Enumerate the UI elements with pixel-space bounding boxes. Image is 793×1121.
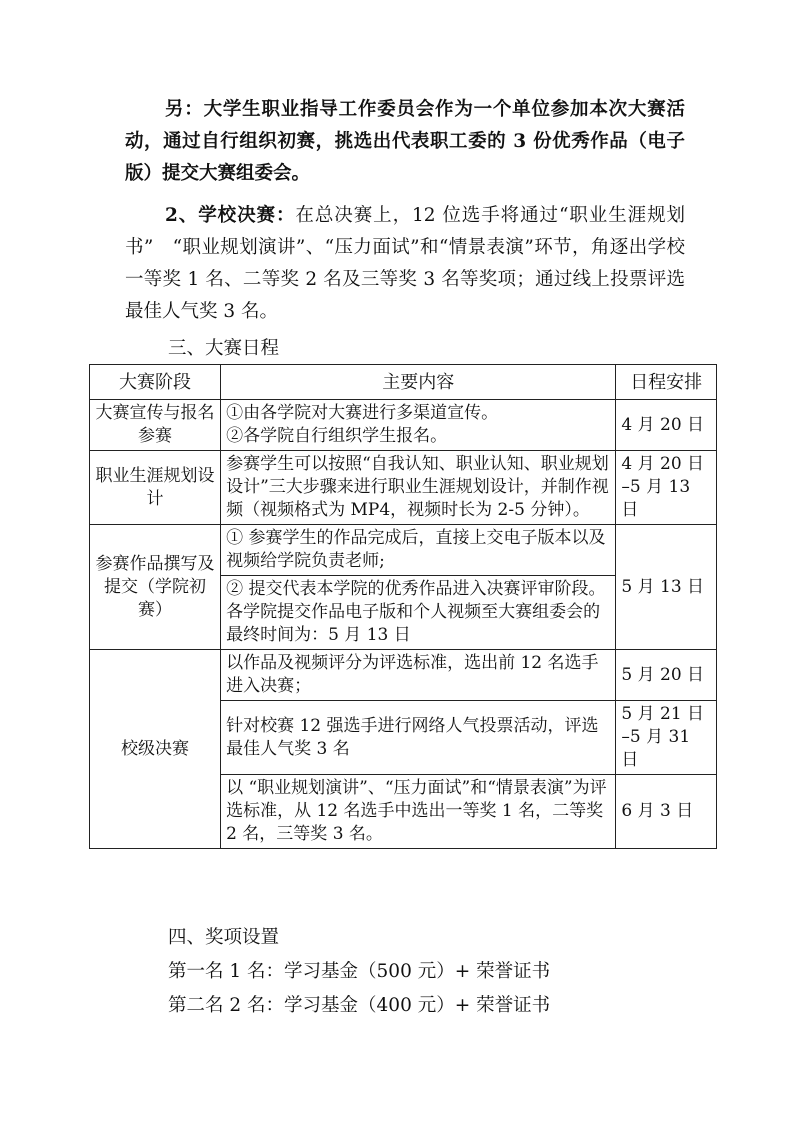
table-row — [90, 650, 717, 701]
stage-cell: 职业生涯规划设计 — [90, 451, 221, 525]
table-row — [90, 525, 717, 576]
intro-paragraph — [125, 94, 685, 190]
date-cell: 5 月 21 日 –5 月 31 日 — [616, 701, 717, 775]
content-line: ①由各学院对大赛进行多渠道宣传。 — [226, 403, 499, 423]
final-text: 在总决赛上，12 位选手将通过“职业生涯规划书” “职业规划演讲”、“压力面试”和“情景表演”环节，角逐出学校一等奖 1 名、二等奖 2 名及三等奖 3 名等奖项；通过线上投票评选最佳人气奖 3 名。 — [125, 205, 685, 322]
award-line: 第二名 2 名：学习基金（400 元）+ 荣誉证书 — [168, 995, 551, 1016]
intro-text: 大学生职业指导工作委员会作为一个单位参加本次大赛活动，通过自行组织初赛，挑选出代表职工委的 3 份优秀作品（电子版）提交大赛组委会。 — [125, 99, 685, 184]
content-cell: ② 提交代表本学院的优秀作品进入决赛评审阶段。各学院提交作品电子版和个人视频至大赛组委会的最终时间为：5 月 13 日 — [221, 576, 616, 650]
date-cell: 4 月 20 日 — [616, 400, 717, 451]
date-cell: 5 月 13 日 — [616, 525, 717, 650]
table-row — [90, 400, 717, 451]
table-row — [90, 451, 717, 525]
stage-cell: 参赛作品撰写及提交（学院初赛） — [90, 525, 221, 650]
schedule-table — [89, 364, 717, 849]
final-paragraph — [125, 200, 685, 328]
content-cell: 以 “职业规划演讲”、“压力面试”和“情景表演”为评选标准，从 12 名选手中选出一等奖 1 名，二等奖 2 名，三等奖 3 名。 — [221, 775, 616, 849]
content-cell: 参赛学生可以按照“自我认知、职业认知、职业规划设计”三大步骤来进行职业生涯规划设计，并制作视频（视频格式为 MP4，视频时长为 2-5 分钟）。 — [221, 451, 616, 525]
header-stage: 大赛阶段 — [90, 365, 221, 400]
date-cell: 4 月 20 日 –5 月 13 日 — [616, 451, 717, 525]
header-schedule: 日程安排 — [616, 365, 717, 400]
date-cell: 5 月 20 日 — [616, 650, 717, 701]
content-cell: 以作品及视频评分为评选标准，选出前 12 名选手进入决赛； — [221, 650, 616, 701]
content-cell: 针对校赛 12 强选手进行网络人气投票活动，评选最佳人气奖 3 名 — [221, 701, 616, 775]
content-cell: ① 参赛学生的作品完成后，直接上交电子版本以及视频给学院负责老师; — [221, 525, 616, 576]
table-header-row — [90, 365, 717, 400]
header-content: 主要内容 — [221, 365, 616, 400]
award-line: 第一名 1 名：学习基金（500 元）+ 荣誉证书 — [168, 961, 551, 982]
content-cell — [221, 400, 616, 451]
stage-cell: 校级决赛 — [90, 650, 221, 849]
final-lead: 2、学校决赛： — [165, 205, 296, 226]
section4-heading: 四、奖项设置 — [168, 927, 280, 948]
intro-lead: 另： — [165, 99, 204, 120]
content-line: ②各学院自行组织学生报名。 — [226, 426, 448, 446]
stage-cell: 大赛宣传与报名参赛 — [90, 400, 221, 451]
date-cell: 6 月 3 日 — [616, 775, 717, 849]
section3-heading: 三、大赛日程 — [168, 338, 280, 359]
